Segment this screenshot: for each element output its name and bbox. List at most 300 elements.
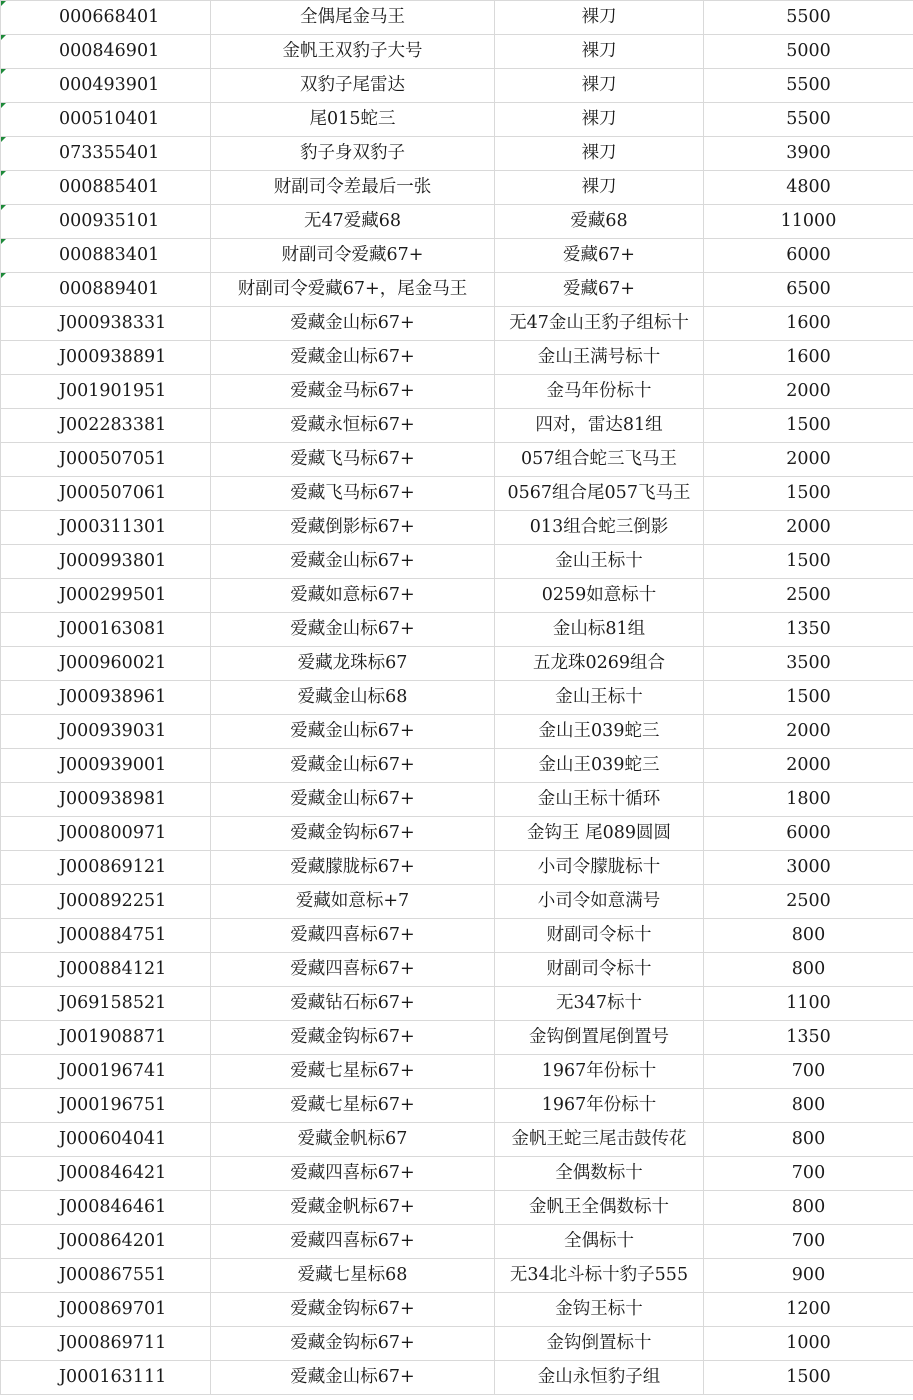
- cell-code[interactable]: [1, 1327, 211, 1361]
- cell-code[interactable]: [1, 171, 211, 205]
- cell-note[interactable]: [495, 409, 704, 443]
- cell-code[interactable]: [1, 851, 211, 885]
- cell-code-text: J000311301: [59, 517, 167, 537]
- cell-note[interactable]: [495, 851, 704, 885]
- cell-name[interactable]: [211, 851, 495, 885]
- cell-note[interactable]: [495, 205, 704, 239]
- cell-note[interactable]: [495, 69, 704, 103]
- cell-code[interactable]: [1, 409, 211, 443]
- cell-price-text: 2000: [786, 449, 831, 469]
- cell-note[interactable]: [495, 1259, 704, 1293]
- table-row: [1, 273, 913, 307]
- cell-note[interactable]: [495, 919, 704, 953]
- cell-name[interactable]: [211, 987, 495, 1021]
- cell-price[interactable]: [704, 137, 913, 171]
- cell-note[interactable]: [495, 1089, 704, 1123]
- cell-name-text: 爱藏金山标67+: [290, 347, 415, 367]
- table-row: [1, 749, 913, 783]
- cell-name[interactable]: [211, 613, 495, 647]
- cell-price-text: 1600: [786, 347, 831, 367]
- cell-note[interactable]: [495, 613, 704, 647]
- cell-name-text: 尾015蛇三: [309, 109, 396, 129]
- cell-name-text: 爱藏金山标67+: [290, 755, 415, 775]
- cell-price[interactable]: [704, 307, 913, 341]
- cell-name[interactable]: [211, 273, 495, 307]
- cell-note[interactable]: [495, 1157, 704, 1191]
- cell-name[interactable]: [211, 35, 495, 69]
- cell-name[interactable]: [211, 511, 495, 545]
- cell-code-text: J000939031: [59, 721, 167, 741]
- cell-note-text: 013组合蛇三倒影: [529, 517, 669, 537]
- cell-price-text: 1350: [786, 1027, 831, 1047]
- cell-name[interactable]: [211, 477, 495, 511]
- cell-note-text: 金钩王 尾089圆圆: [527, 823, 671, 843]
- table-row: [1, 715, 913, 749]
- cell-name[interactable]: [211, 1191, 495, 1225]
- cell-code[interactable]: [1, 137, 211, 171]
- table-row: [1, 919, 913, 953]
- cell-name-text: 爱藏金钩标67+: [290, 1299, 415, 1319]
- cell-name-text: 爱藏金帆标67: [297, 1129, 408, 1149]
- cell-note-text: 裸刀: [581, 177, 617, 197]
- table-row: [1, 69, 913, 103]
- cell-price-text: 2000: [786, 517, 831, 537]
- cell-price-text: 3900: [786, 143, 831, 163]
- cell-note-text: 金山王039蛇三: [538, 721, 660, 741]
- cell-price-text: 700: [791, 1163, 826, 1183]
- cell-price[interactable]: [704, 341, 913, 375]
- cell-code-text: J000938891: [59, 347, 167, 367]
- cell-name-text: 爱藏飞马标67+: [290, 483, 415, 503]
- cell-note[interactable]: [495, 953, 704, 987]
- cell-name-text: 爱藏永恒标67+: [290, 415, 415, 435]
- cell-flag-icon: [1, 273, 6, 278]
- cell-code-text: J001901951: [59, 381, 167, 401]
- table-row: [1, 205, 913, 239]
- cell-name-text: 双豹子尾雷达: [300, 75, 405, 95]
- cell-note[interactable]: [495, 239, 704, 273]
- cell-note-text: 裸刀: [581, 109, 617, 129]
- cell-price[interactable]: [704, 1293, 913, 1327]
- cell-note[interactable]: [495, 783, 704, 817]
- cell-price-text: 11000: [780, 211, 837, 231]
- cell-code[interactable]: [1, 1225, 211, 1259]
- cell-code[interactable]: [1, 1361, 211, 1395]
- cell-code[interactable]: [1, 1089, 211, 1123]
- cell-note-text: 财副司令标十: [546, 925, 652, 945]
- cell-code-text: J000884751: [59, 925, 167, 945]
- cell-note-text: 金钩倒置标十: [546, 1333, 652, 1353]
- cell-price-text: 4800: [786, 177, 831, 197]
- cell-name[interactable]: [211, 409, 495, 443]
- cell-price[interactable]: [704, 205, 913, 239]
- cell-price[interactable]: [704, 69, 913, 103]
- cell-note-text: 057组合蛇三飞马王: [521, 449, 677, 469]
- cell-name[interactable]: [211, 1, 495, 35]
- table-row: [1, 1225, 913, 1259]
- cell-name-text: 财副司令爱藏67+，尾金马王: [237, 279, 468, 299]
- cell-code[interactable]: [1, 1293, 211, 1327]
- cell-name[interactable]: [211, 647, 495, 681]
- cell-code[interactable]: [1, 647, 211, 681]
- cell-code[interactable]: [1, 919, 211, 953]
- cell-name[interactable]: [211, 579, 495, 613]
- cell-price-text: 800: [791, 959, 826, 979]
- cell-name[interactable]: [211, 443, 495, 477]
- cell-name[interactable]: [211, 1089, 495, 1123]
- cell-name[interactable]: [211, 1361, 495, 1395]
- cell-price[interactable]: [704, 681, 913, 715]
- cell-note-text: 0259如意标十: [541, 585, 657, 605]
- cell-price[interactable]: [704, 1089, 913, 1123]
- cell-name-text: 爱藏四喜标67+: [290, 1163, 415, 1183]
- cell-code-text: 000935101: [59, 211, 160, 231]
- cell-code[interactable]: [1, 511, 211, 545]
- cell-code[interactable]: [1, 817, 211, 851]
- cell-note[interactable]: [495, 477, 704, 511]
- table-row: [1, 171, 913, 205]
- cell-price[interactable]: [704, 851, 913, 885]
- cell-note-text: 金钩王标十: [555, 1299, 643, 1319]
- cell-price[interactable]: [704, 647, 913, 681]
- cell-note[interactable]: [495, 715, 704, 749]
- cell-price-text: 1100: [786, 993, 831, 1013]
- table-row: [1, 851, 913, 885]
- cell-code[interactable]: [1, 205, 211, 239]
- cell-name-text: 金帆王双豹子大号: [282, 41, 423, 61]
- cell-code-text: J001908871: [59, 1027, 167, 1047]
- cell-name[interactable]: [211, 239, 495, 273]
- cell-flag-icon: [1, 137, 6, 142]
- cell-code[interactable]: [1, 953, 211, 987]
- cell-price[interactable]: [704, 885, 913, 919]
- cell-note-text: 全偶标十: [564, 1231, 634, 1251]
- cell-note[interactable]: [495, 1, 704, 35]
- cell-price[interactable]: [704, 273, 913, 307]
- cell-price[interactable]: [704, 919, 913, 953]
- cell-name-text: 全偶尾金马王: [300, 7, 405, 27]
- cell-price-text: 2500: [786, 891, 831, 911]
- cell-name-text: 爱藏七星标68: [297, 1265, 408, 1285]
- cell-name-text: 爱藏金山标67+: [290, 619, 415, 639]
- cell-note-text: 金山标81组: [552, 619, 646, 639]
- cell-price-text: 700: [791, 1061, 826, 1081]
- cell-note-text: 爱藏67+: [563, 245, 635, 265]
- cell-name[interactable]: [211, 307, 495, 341]
- cell-name[interactable]: [211, 715, 495, 749]
- cell-code-text: 000846901: [59, 41, 160, 61]
- cell-code[interactable]: [1, 579, 211, 613]
- cell-name-text: 爱藏龙珠标67: [297, 653, 408, 673]
- cell-price[interactable]: [704, 409, 913, 443]
- cell-code[interactable]: [1, 1191, 211, 1225]
- cell-price[interactable]: [704, 1191, 913, 1225]
- cell-note[interactable]: [495, 273, 704, 307]
- table-row: [1, 783, 913, 817]
- cell-name[interactable]: [211, 919, 495, 953]
- cell-code[interactable]: [1, 545, 211, 579]
- cell-note-text: 0567组合尾057飞马王: [507, 483, 691, 503]
- cell-name[interactable]: [211, 171, 495, 205]
- cell-price[interactable]: [704, 1157, 913, 1191]
- cell-note-text: 裸刀: [581, 7, 617, 27]
- cell-name[interactable]: [211, 1293, 495, 1327]
- cell-code[interactable]: [1, 1, 211, 35]
- cell-code[interactable]: [1, 443, 211, 477]
- cell-price[interactable]: [704, 545, 913, 579]
- cell-price[interactable]: [704, 1, 913, 35]
- cell-code-text: 000510401: [59, 109, 160, 129]
- table-row: [1, 1327, 913, 1361]
- table-row: [1, 103, 913, 137]
- table-row: [1, 1293, 913, 1327]
- cell-code-text: 000885401: [59, 177, 160, 197]
- cell-name-text: 爱藏金山标67+: [290, 313, 415, 333]
- cell-code[interactable]: [1, 783, 211, 817]
- cell-name-text: 爱藏金山标67+: [290, 551, 415, 571]
- cell-name[interactable]: [211, 1055, 495, 1089]
- cell-name[interactable]: [211, 1123, 495, 1157]
- cell-note[interactable]: [495, 1191, 704, 1225]
- cell-code[interactable]: [1, 307, 211, 341]
- cell-name[interactable]: [211, 749, 495, 783]
- cell-price[interactable]: [704, 987, 913, 1021]
- cell-note[interactable]: [495, 817, 704, 851]
- cell-price-text: 1000: [786, 1333, 831, 1353]
- cell-note[interactable]: [495, 307, 704, 341]
- cell-code[interactable]: [1, 715, 211, 749]
- cell-price[interactable]: [704, 35, 913, 69]
- table-row: [1, 545, 913, 579]
- cell-note-text: 无34北斗标十豹子555: [509, 1265, 689, 1285]
- cell-note[interactable]: [495, 1361, 704, 1395]
- cell-price-text: 1500: [786, 1367, 831, 1387]
- cell-name-text: 爱藏四喜标67+: [290, 925, 415, 945]
- cell-code[interactable]: [1, 69, 211, 103]
- table-row: [1, 341, 913, 375]
- cell-note[interactable]: [495, 341, 704, 375]
- table-row: [1, 1191, 913, 1225]
- cell-note[interactable]: [495, 681, 704, 715]
- cell-name[interactable]: [211, 953, 495, 987]
- cell-note[interactable]: [495, 443, 704, 477]
- cell-price[interactable]: [704, 783, 913, 817]
- cell-code[interactable]: [1, 1123, 211, 1157]
- cell-price-text: 1600: [786, 313, 831, 333]
- cell-price[interactable]: [704, 817, 913, 851]
- cell-name-text: 豹子身双豹子: [300, 143, 405, 163]
- cell-price[interactable]: [704, 103, 913, 137]
- cell-price-text: 2000: [786, 721, 831, 741]
- cell-note[interactable]: [495, 1327, 704, 1361]
- cell-price-text: 2500: [786, 585, 831, 605]
- cell-code-text: J000604041: [59, 1129, 167, 1149]
- cell-code[interactable]: [1, 1055, 211, 1089]
- cell-note-text: 1967年份标十: [541, 1061, 657, 1081]
- cell-name[interactable]: [211, 1021, 495, 1055]
- cell-price[interactable]: [704, 1123, 913, 1157]
- cell-name[interactable]: [211, 375, 495, 409]
- cell-note[interactable]: [495, 749, 704, 783]
- cell-code-text: 000883401: [59, 245, 160, 265]
- cell-note[interactable]: [495, 1293, 704, 1327]
- cell-price-text: 700: [791, 1231, 826, 1251]
- cell-code-text: J000938981: [59, 789, 167, 809]
- cell-name-text: 财副司令爱藏67+: [281, 245, 424, 265]
- cell-note[interactable]: [495, 137, 704, 171]
- cell-note[interactable]: [495, 375, 704, 409]
- cell-price[interactable]: [704, 1055, 913, 1089]
- cell-note-text: 金山王标十循环: [537, 789, 661, 809]
- cell-price[interactable]: [704, 239, 913, 273]
- cell-note[interactable]: [495, 1021, 704, 1055]
- cell-price[interactable]: [704, 477, 913, 511]
- cell-name[interactable]: [211, 885, 495, 919]
- cell-name-text: 爱藏倒影标67+: [290, 517, 415, 537]
- cell-price[interactable]: [704, 1259, 913, 1293]
- cell-code-text: J000869711: [59, 1333, 167, 1353]
- cell-name-text: 爱藏七星标67+: [290, 1095, 415, 1115]
- cell-code-text: 000493901: [59, 75, 160, 95]
- cell-code-text: J000938961: [59, 687, 167, 707]
- cell-name[interactable]: [211, 205, 495, 239]
- cell-code[interactable]: [1, 341, 211, 375]
- table-row: [1, 1021, 913, 1055]
- cell-code[interactable]: [1, 681, 211, 715]
- cell-note-text: 金钩倒置尾倒置号: [529, 1027, 669, 1047]
- table-row: [1, 477, 913, 511]
- table-row: [1, 1055, 913, 1089]
- cell-price[interactable]: [704, 1225, 913, 1259]
- cell-price[interactable]: [704, 953, 913, 987]
- table-row: [1, 953, 913, 987]
- cell-price-text: 6000: [786, 245, 831, 265]
- cell-price[interactable]: [704, 1021, 913, 1055]
- cell-code-text: J000993801: [59, 551, 167, 571]
- table-row: [1, 1123, 913, 1157]
- cell-note[interactable]: [495, 1123, 704, 1157]
- cell-name[interactable]: [211, 1259, 495, 1293]
- cell-note[interactable]: [495, 987, 704, 1021]
- cell-name[interactable]: [211, 69, 495, 103]
- cell-flag-icon: [1, 69, 6, 74]
- cell-code[interactable]: [1, 987, 211, 1021]
- cell-code[interactable]: [1, 613, 211, 647]
- cell-code[interactable]: [1, 103, 211, 137]
- cell-note[interactable]: [495, 171, 704, 205]
- cell-code[interactable]: [1, 477, 211, 511]
- cell-price-text: 1800: [786, 789, 831, 809]
- cell-price[interactable]: [704, 443, 913, 477]
- cell-note[interactable]: [495, 1225, 704, 1259]
- cell-price[interactable]: [704, 613, 913, 647]
- cell-price[interactable]: [704, 511, 913, 545]
- cell-note-text: 四对，雷达81组: [535, 415, 663, 435]
- cell-note-text: 金山王标十: [555, 687, 643, 707]
- cell-price[interactable]: [704, 1361, 913, 1395]
- cell-name-text: 爱藏如意标67+: [290, 585, 415, 605]
- cell-name[interactable]: [211, 1157, 495, 1191]
- cell-name[interactable]: [211, 817, 495, 851]
- cell-code-text: J000869701: [59, 1299, 167, 1319]
- cell-name[interactable]: [211, 1225, 495, 1259]
- table-row: [1, 987, 913, 1021]
- cell-name[interactable]: [211, 681, 495, 715]
- cell-note[interactable]: [495, 579, 704, 613]
- cell-code[interactable]: [1, 1259, 211, 1293]
- cell-flag-icon: [1, 239, 6, 244]
- cell-note[interactable]: [495, 885, 704, 919]
- cell-note[interactable]: [495, 545, 704, 579]
- cell-price[interactable]: [704, 1327, 913, 1361]
- cell-code-text: J000939001: [59, 755, 167, 775]
- cell-name[interactable]: [211, 103, 495, 137]
- cell-price[interactable]: [704, 715, 913, 749]
- table-row: [1, 817, 913, 851]
- cell-name[interactable]: [211, 341, 495, 375]
- cell-note[interactable]: [495, 35, 704, 69]
- cell-name-text: 爱藏四喜标67+: [290, 1231, 415, 1251]
- cell-flag-icon: [1, 205, 6, 210]
- cell-code[interactable]: [1, 749, 211, 783]
- cell-note-text: 五龙珠0269组合: [532, 653, 666, 673]
- table-row: [1, 1361, 913, 1395]
- table-row: [1, 579, 913, 613]
- cell-code[interactable]: [1, 239, 211, 273]
- cell-flag-icon: [1, 171, 6, 176]
- cell-note-text: 金山王039蛇三: [538, 755, 660, 775]
- cell-code[interactable]: [1, 273, 211, 307]
- cell-name[interactable]: [211, 783, 495, 817]
- cell-price-text: 1500: [786, 483, 831, 503]
- cell-code-text: J000846461: [59, 1197, 167, 1217]
- cell-price-text: 1200: [786, 1299, 831, 1319]
- table-row: [1, 511, 913, 545]
- cell-note-text: 金帆王全偶数标十: [529, 1197, 669, 1217]
- cell-code-text: J000507051: [59, 449, 167, 469]
- cell-code-text: J000867551: [59, 1265, 167, 1285]
- cell-note[interactable]: [495, 1055, 704, 1089]
- cell-price[interactable]: [704, 375, 913, 409]
- cell-code[interactable]: [1, 1157, 211, 1191]
- cell-name[interactable]: [211, 137, 495, 171]
- cell-code-text: J000938331: [59, 313, 167, 333]
- cell-note[interactable]: [495, 647, 704, 681]
- cell-code[interactable]: [1, 375, 211, 409]
- cell-price-text: 6500: [786, 279, 831, 299]
- cell-name-text: 财副司令差最后一张: [273, 177, 432, 197]
- cell-code[interactable]: [1, 35, 211, 69]
- cell-name-text: 爱藏朦胧标67+: [290, 857, 415, 877]
- cell-price-text: 800: [791, 1095, 826, 1115]
- cell-note-text: 小司令朦胧标十: [537, 857, 661, 877]
- cell-price-text: 5500: [786, 7, 831, 27]
- cell-name[interactable]: [211, 1327, 495, 1361]
- cell-note-text: 1967年份标十: [541, 1095, 657, 1115]
- cell-code[interactable]: [1, 1021, 211, 1055]
- cell-name-text: 爱藏四喜标67+: [290, 959, 415, 979]
- cell-note-text: 无47金山王豹子组标十: [509, 313, 689, 333]
- cell-code[interactable]: [1, 885, 211, 919]
- cell-name[interactable]: [211, 545, 495, 579]
- cell-note[interactable]: [495, 103, 704, 137]
- cell-note-text: 爱藏67+: [563, 279, 635, 299]
- cell-note[interactable]: [495, 511, 704, 545]
- cell-price[interactable]: [704, 579, 913, 613]
- cell-price[interactable]: [704, 749, 913, 783]
- cell-price[interactable]: [704, 171, 913, 205]
- cell-note-text: 财副司令标十: [546, 959, 652, 979]
